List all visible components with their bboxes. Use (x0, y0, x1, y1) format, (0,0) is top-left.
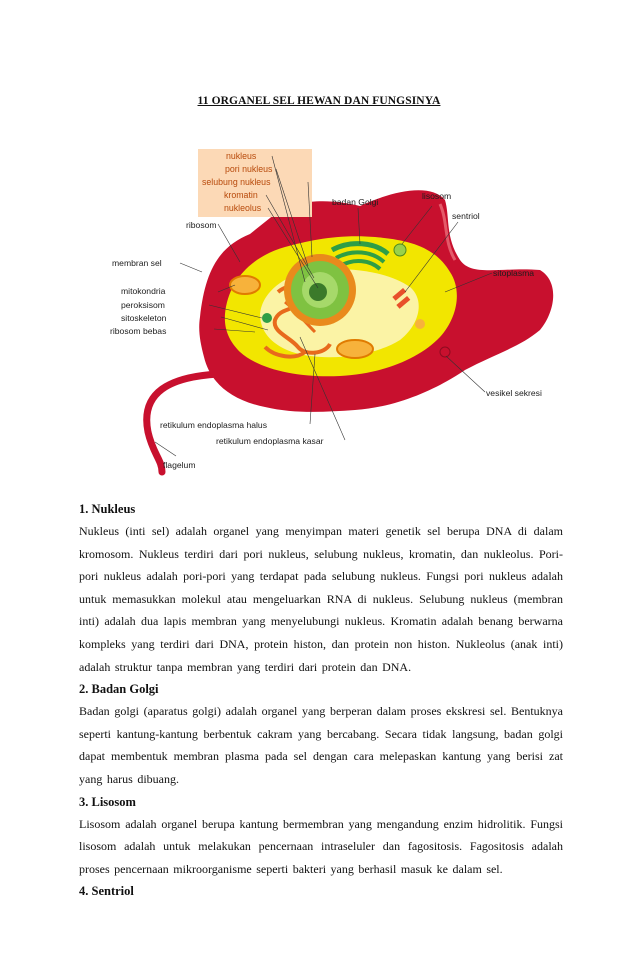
label-re-halus: retikulum endoplasma halus (160, 420, 268, 430)
document-title: 11 ORGANEL SEL HEWAN DAN FUNGSINYA (197, 95, 441, 107)
document-body (79, 490, 563, 902)
label-membran-sel: membran sel (112, 258, 162, 268)
label-peroksisom: peroksisom (121, 300, 165, 310)
label-ribosom-bebas: ribosom bebas (110, 326, 167, 336)
label-sentriol: sentriol (452, 211, 480, 221)
section-heading: 2. Badan Golgi (79, 682, 159, 697)
label-sitoplasma: sitoplasma (493, 268, 535, 278)
section-heading: 1. Nukleus (79, 502, 136, 516)
nucleus-label-box (198, 149, 312, 217)
lysosome (394, 244, 406, 256)
peroxisome (262, 313, 272, 323)
label-badan-golgi: badan Golgi (332, 197, 379, 207)
section-heading: 4. Sentriol (79, 884, 134, 899)
label-nukleus: nukleus (226, 151, 257, 161)
label-re-kasar: retikulum endoplasma kasar (216, 436, 324, 446)
label-nukleolus: nukleolus (224, 203, 262, 213)
section-heading: 3. Lisosom (79, 794, 136, 809)
vesicle (415, 319, 425, 329)
secretory-vesicle (440, 347, 450, 357)
section-paragraph: Badan golgi (aparatus golgi) adalah organel yang berperan dalam proses ekskresi sel. Bentuknya seperti kantung-kantung berbentuk cakram yang bercabang. Secara tidak langsung, badan golgi dapat membentuk membran plasma pada sel dengan cara melepaskan kantung yang berisi zat yang harus dibuang. (79, 704, 563, 786)
label-ribosom: ribosom (186, 220, 217, 230)
label-lisosom: lisosom (422, 191, 452, 201)
label-sitoskeleton: sitoskeleton (121, 313, 167, 323)
nucleus (284, 254, 356, 326)
label-vesikel-sekresi: vesikel sekresi (486, 388, 542, 398)
section-paragraph: Nukleus (inti sel) adalah organel yang menyimpan materi genetik sel berupa DNA di dalam kromosom. Nukleus terdiri dari pori nukleus, selubung nukleus, kromatin, dan nukleolus. Pori-pori nukleus adalah pori-pori yang terdapat pada selubung nukleus. Fungsi pori nukleus adalah untuk memasukkan molekul atau mengeluarkan RNA di nukleus. Selubung nukleus (membran inti) adalah dua lapis membran yang menyelubungi nukleus. Kromatin adalah benang berwarna kompleks yang terdiri dari DNA, protein histon, dan protein non histon. Nukleolus (anak inti) adalah struktur tanpa membran yang terdiri dari protein dan DNA. (79, 524, 563, 674)
label-mitokondria: mitokondria (121, 286, 166, 296)
label-kromatin: kromatin (224, 190, 258, 200)
mitochondrion (337, 340, 373, 358)
label-selubung-nukleus: selubung nukleus (202, 177, 271, 187)
label-flagelum: flagelum (163, 460, 196, 470)
label-pori-nukleus: pori nukleus (225, 164, 273, 174)
animal-cell-diagram (100, 142, 560, 477)
section-paragraph: Lisosom adalah organel berupa kantung bermembran yang mengandung enzim hidrolitik. Fungsi lisosom adalah untuk melakukan pencernaan intraseluler dan fagositosis. Fagositosis adalah proses pencernaan mikroorganisme seperti bakteri yang berhasil masuk ke dalam sel. (79, 816, 563, 876)
